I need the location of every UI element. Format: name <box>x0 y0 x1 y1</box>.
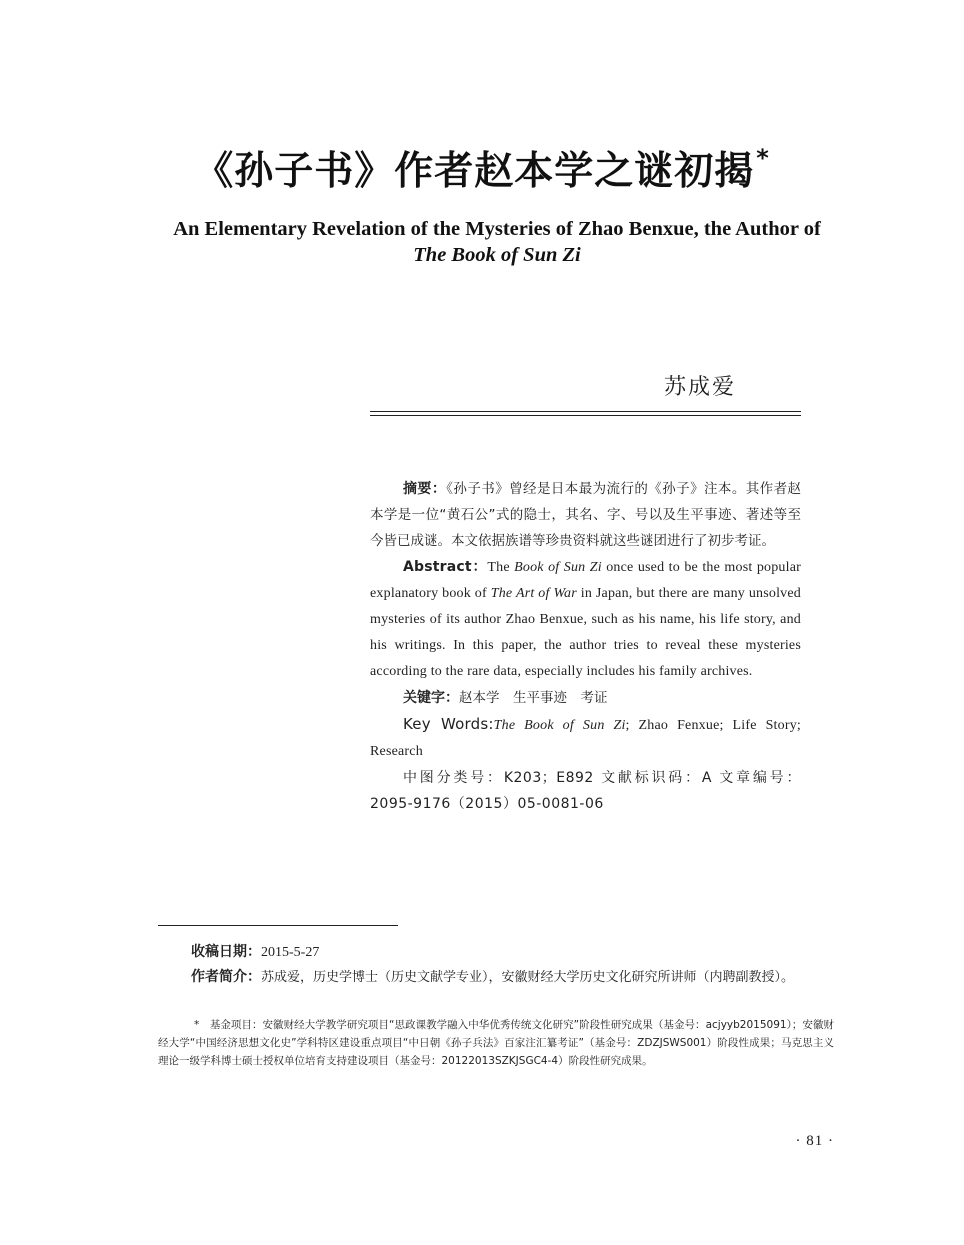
abstract-cn <box>370 476 801 554</box>
received-date: 2015-5-27 <box>261 945 320 960</box>
abstract-en-text-a: The <box>487 560 515 575</box>
title-chinese-text: 《孙子书》作者赵本学之谜初揭 <box>194 149 755 194</box>
keywords-cn-text: 赵本学 生平事迹 考证 <box>459 690 608 706</box>
abstract-en-italic-2: The Art of War <box>490 586 577 601</box>
title-english-line2: The Book of Sun Zi <box>413 244 581 266</box>
abstract-block <box>370 476 801 817</box>
received-date-line <box>158 940 834 965</box>
fund-note <box>158 1016 834 1070</box>
bio-text: 苏成爱，历史学博士（历史文献学专业），安徽财经大学历史文化研究所讲师（内聘副教授）。 <box>261 970 795 985</box>
abstract-en-italic-1: Book of Sun Zi <box>514 560 602 575</box>
title-english-line1: An Elementary Revelation of the Mysteries of Zhao Benxue, the Author of <box>173 218 821 240</box>
classification-line: 中图分类号：K203；E892 文献标识码：A 文章编号：2095-9176（2015）05-0081-06 <box>370 770 801 812</box>
double-rule-bottom <box>370 415 801 416</box>
fund-text: * 基金项目：安徽财经大学教学研究项目“思政课教学融入中华优秀传统文化研究”阶段性研究成果（基金号：acjyyb2015091）；安徽财经大学“中国经济思想文化史”学科特区建设重点项目“中日朝《孙子兵法》百家注汇纂考证”（基金号：ZDZJSWS001）阶段性成果；马克思主义理论一级学科博士硕士授权单位培育支持建设项目（基金号：20122013SZKJSGC4-4）阶段性研究成果。 <box>158 1019 834 1067</box>
double-rule-top <box>370 411 801 412</box>
author-bio <box>158 965 834 990</box>
footnotes <box>158 940 834 990</box>
abstract-en-text-b: once used to be the most popular explanatory book of <box>370 560 801 601</box>
abstract-cn-label: 摘要： <box>403 481 447 497</box>
title-chinese <box>0 140 964 196</box>
abstract-en-text-c: in Japan, but there are many unsolved mysteries of its author Zhao Benxue, such as his name, his life story, and his writings. In this paper, the author tries to reveal these mysteries according to the rare data, especially includes his family archives. <box>370 586 801 679</box>
received-label: 收稿日期： <box>191 944 261 960</box>
abstract-en <box>370 554 801 685</box>
title-english <box>120 216 874 268</box>
footnote-rule <box>158 925 398 926</box>
abstract-cn-text: 《孙子书》曾经是日本最为流行的《孙子》注本。其作者赵本学是一位“黄石公”式的隐士，其名、字、号以及生平事迹、著述等至今皆已成谜。本文依据族谱等珍贵资料就这些谜团进行了初步考证。 <box>370 481 802 549</box>
bio-label: 作者简介： <box>191 969 261 985</box>
abstract-en-label: Abstract： <box>403 559 488 575</box>
keywords-en-text: ; Zhao Fenxue; Life Story; Research <box>370 718 801 759</box>
keywords-cn <box>370 685 801 711</box>
keywords-cn-label: 关键字： <box>403 690 459 706</box>
keywords-en-italic: The Book of Sun Zi <box>493 718 626 733</box>
keywords-en-label: Key Words: <box>403 715 494 733</box>
author-name: 苏成爱 <box>663 375 736 400</box>
keywords-en <box>370 711 801 765</box>
title-footnote-mark: * <box>756 144 770 172</box>
page-number: · 81 · <box>795 1133 834 1149</box>
